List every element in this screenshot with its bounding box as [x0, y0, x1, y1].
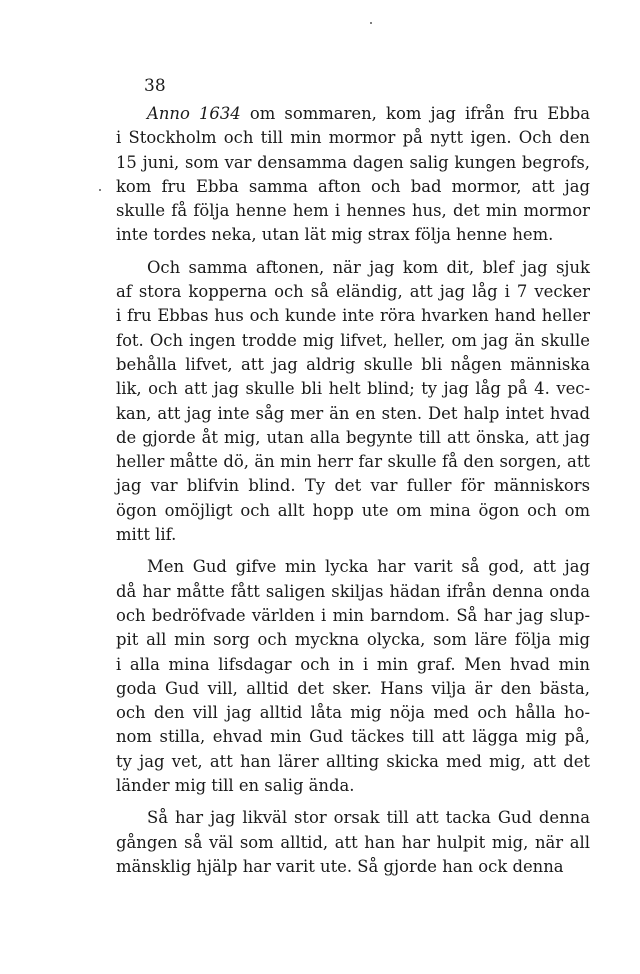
italic-date: Anno 1634	[147, 104, 241, 123]
paragraph	[116, 256, 590, 548]
line-text: ty jag vet, att han lärer allting skicka med mig, att det	[116, 751, 590, 771]
text-line	[116, 725, 590, 749]
line-text: nom stilla, ehvad min Gud täckes till att lägga mig på,	[116, 727, 590, 747]
line-text: gången så väl som alltid, att han har hulpit mig, när all	[116, 832, 590, 852]
text-line	[116, 329, 590, 353]
text-line	[116, 151, 590, 175]
line-text: 15 juni, som var densamma dagen salig kungen begrofs,	[116, 152, 590, 172]
paragraph	[116, 555, 590, 798]
body-text	[116, 102, 590, 887]
text-line	[116, 555, 590, 579]
text-line	[116, 199, 590, 223]
text-line	[116, 256, 590, 280]
text-line	[116, 677, 590, 701]
line-text: fot. Och ingen trodde mig lifvet, heller, om jag än skulle	[116, 330, 590, 350]
line-text: mänsklig hjälp har varit ute. Så gjorde han ock denna	[116, 856, 564, 876]
text-line	[116, 450, 590, 474]
text-line	[116, 604, 590, 628]
line-text: af stora kopperna och så eländig, att jag låg i 7 vecker	[116, 282, 590, 302]
line-text: Men Gud gifve min lycka har varit så god, att jag	[147, 557, 590, 577]
text-line	[116, 126, 590, 150]
line-text: då har måtte fått saligen skiljas hädan ifrån denna onda	[116, 581, 590, 601]
line-text: de gjorde åt mig, utan alla begynte till att önska, att jag	[116, 427, 590, 447]
line-text: mitt lif.	[116, 525, 177, 545]
text-line	[116, 806, 590, 830]
text-line	[116, 353, 590, 377]
text-line	[116, 304, 590, 328]
text-line	[116, 402, 590, 426]
line-text: i Stockholm och till min mormor på nytt igen. Och den	[116, 128, 590, 148]
print-speck	[99, 189, 101, 191]
line-text: lik, och att jag skulle bli helt blind; ty jag låg på 4. vec-	[116, 379, 590, 399]
text-line	[116, 426, 590, 450]
text-line	[116, 223, 590, 247]
line-text: i fru Ebbas hus och kunde inte röra hvarken hand heller	[116, 306, 590, 326]
text-line	[116, 523, 590, 547]
line-text: skulle få följa henne hem i hennes hus, det min mormor	[116, 201, 590, 221]
text-line	[116, 175, 590, 199]
text-line	[116, 774, 590, 798]
line-text: ögon omöjligt och allt hopp ute om mina ögon och om	[116, 500, 590, 520]
line-text: i alla mina lifsdagar och in i min graf. Men hvad min	[116, 654, 590, 674]
paragraph	[116, 806, 590, 879]
page-number: 38	[144, 76, 166, 96]
text-line	[116, 628, 590, 652]
line-text: kan, att jag inte såg mer än en sten. Det halp intet hvad	[116, 403, 590, 423]
line-text: och den vill jag alltid låta mig nöja med och hålla ho-	[116, 703, 590, 723]
line-text: Så har jag likväl stor orsak till att tacka Gud denna	[147, 808, 590, 828]
line-text: länder mig till en salig ända.	[116, 776, 355, 796]
line-text: inte tordes neka, utan lät mig strax följa henne hem.	[116, 225, 554, 245]
text-line	[116, 280, 590, 304]
text-line	[116, 750, 590, 774]
text-line	[116, 474, 590, 498]
text-line	[116, 499, 590, 523]
text-line	[116, 831, 590, 855]
paragraph	[116, 102, 590, 248]
text-line	[116, 102, 590, 126]
line-text: Och samma aftonen, när jag kom dit, blef jag sjuk	[147, 257, 590, 277]
line-text: heller måtte dö, än min herr far skulle få den sorgen, att	[116, 452, 590, 472]
text-line	[116, 580, 590, 604]
line-text: kom fru Ebba samma afton och bad mormor, att jag	[116, 176, 590, 196]
line-text: goda Gud vill, alltid det sker. Hans vilja är den bästa,	[116, 678, 590, 698]
print-speck	[370, 22, 372, 24]
line-text: och bedröfvade världen i min barndom. Så har jag slup-	[116, 605, 590, 625]
text-line	[116, 653, 590, 677]
line-text: om sommaren, kom jag ifrån fru Ebba	[240, 104, 590, 123]
text-line	[116, 701, 590, 725]
text-line	[116, 377, 590, 401]
text-line	[116, 855, 590, 879]
line-text: pit all min sorg och myckna olycka, som läre följa mig	[116, 630, 590, 650]
line-text: behålla lifvet, att jag aldrig skulle bli någen människa	[116, 354, 590, 374]
line-text: jag var blifvin blind. Ty det var fuller för människors	[116, 476, 590, 496]
